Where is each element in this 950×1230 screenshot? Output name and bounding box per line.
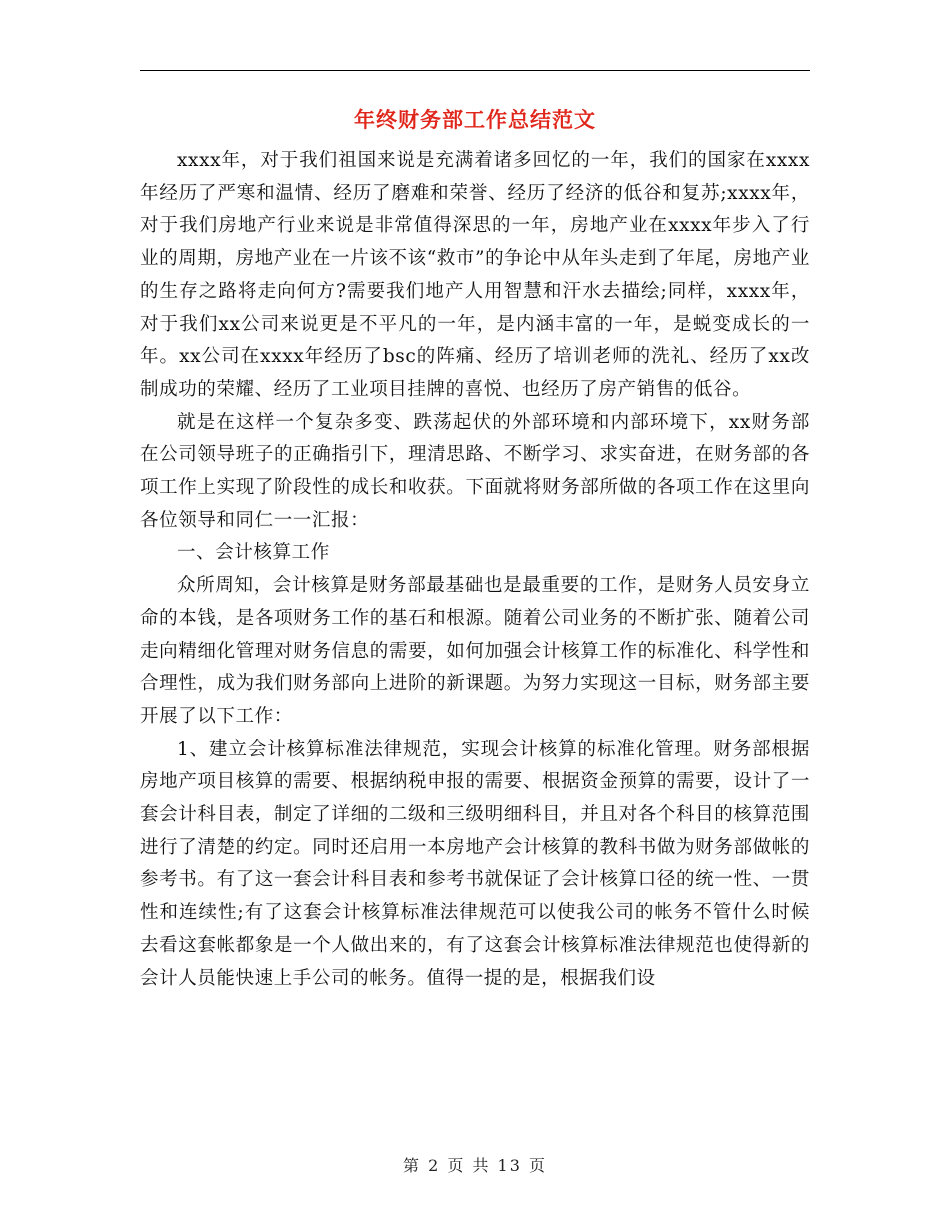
document-title: 年终财务部工作总结范文: [354, 108, 596, 132]
paragraph: 1、建立会计核算标准法律规范，实现会计核算的标准化管理。财务部根据房地产项目核算的需要、根据纳税申报的需要、根据资金预算的需要，设计了一套会计科目表，制定了详细的二级和三级明细科目，并且对各个科目的核算范围进行了清楚的约定。同时还启用一本房地产会计核算的教科书做为财务部做帐的参考书。有了这一套会计科目表和参考书就保证了会计核算口径的统一性、一贯性和连续性;有了这套会计核算标准法律规范可以使我公司的帐务不管什么时候去看这套帐都象是一个人做出来的，有了这套会计核算标准法律规范也使得新的会计人员能快速上手公司的帐务。值得一提的是，根据我们设: [140, 738, 810, 989]
page-number-footer: 第 2 页 共 13 页: [403, 1156, 547, 1175]
paragraph: 就是在这样一个复杂多变、跌荡起伏的外部环境和内部环境下，xx财务部在公司领导班子的正确指引下，理清思路、不断学习、求实奋进，在财务部的各项工作上实现了阶段性的成长和收获。下面就将财务部所做的各项工作在这里向各位领导和同仁一一汇报：: [140, 411, 810, 531]
header-rule: [140, 70, 810, 71]
document-body: [140, 145, 810, 995]
section-heading: 一、会计核算工作: [177, 542, 330, 564]
paragraph: xxxx年，对于我们祖国来说是充满着诸多回忆的一年，我们的国家在xxxx年经历了严寒和温情、经历了磨难和荣誉、经历了经济的低谷和复苏;xxxx年，对于我们房地产行业来说是非常值得深思的一年，房地产业在xxxx年步入了行业的周期，房地产业在一片该不该“救市”的争论中从年头走到了年尾，房地产业的生存之路将走向何方?需要我们地产人用智慧和汗水去描绘;同样，xxxx年，对于我们xx公司来说更是不平凡的一年，是内涵丰富的一年，是蜕变成长的一年。xx公司在xxxx年经历了bsc的阵痛、经历了培训老师的洗礼、经历了xx改制成功的荣耀、经历了工业项目挂牌的喜悦、也经历了房产销售的低谷。: [140, 150, 810, 400]
paragraph: 众所周知，会计核算是财务部最基础也是最重要的工作，是财务人员安身立命的本钱，是各项财务工作的基石和根源。随着公司业务的不断扩张、随着公司走向精细化管理对财务信息的需要，如何加强会计核算工作的标准化、科学性和合理性，成为我们财务部向上进阶的新课题。为努力实现这一目标，财务部主要开展了以下工作：: [140, 575, 810, 727]
